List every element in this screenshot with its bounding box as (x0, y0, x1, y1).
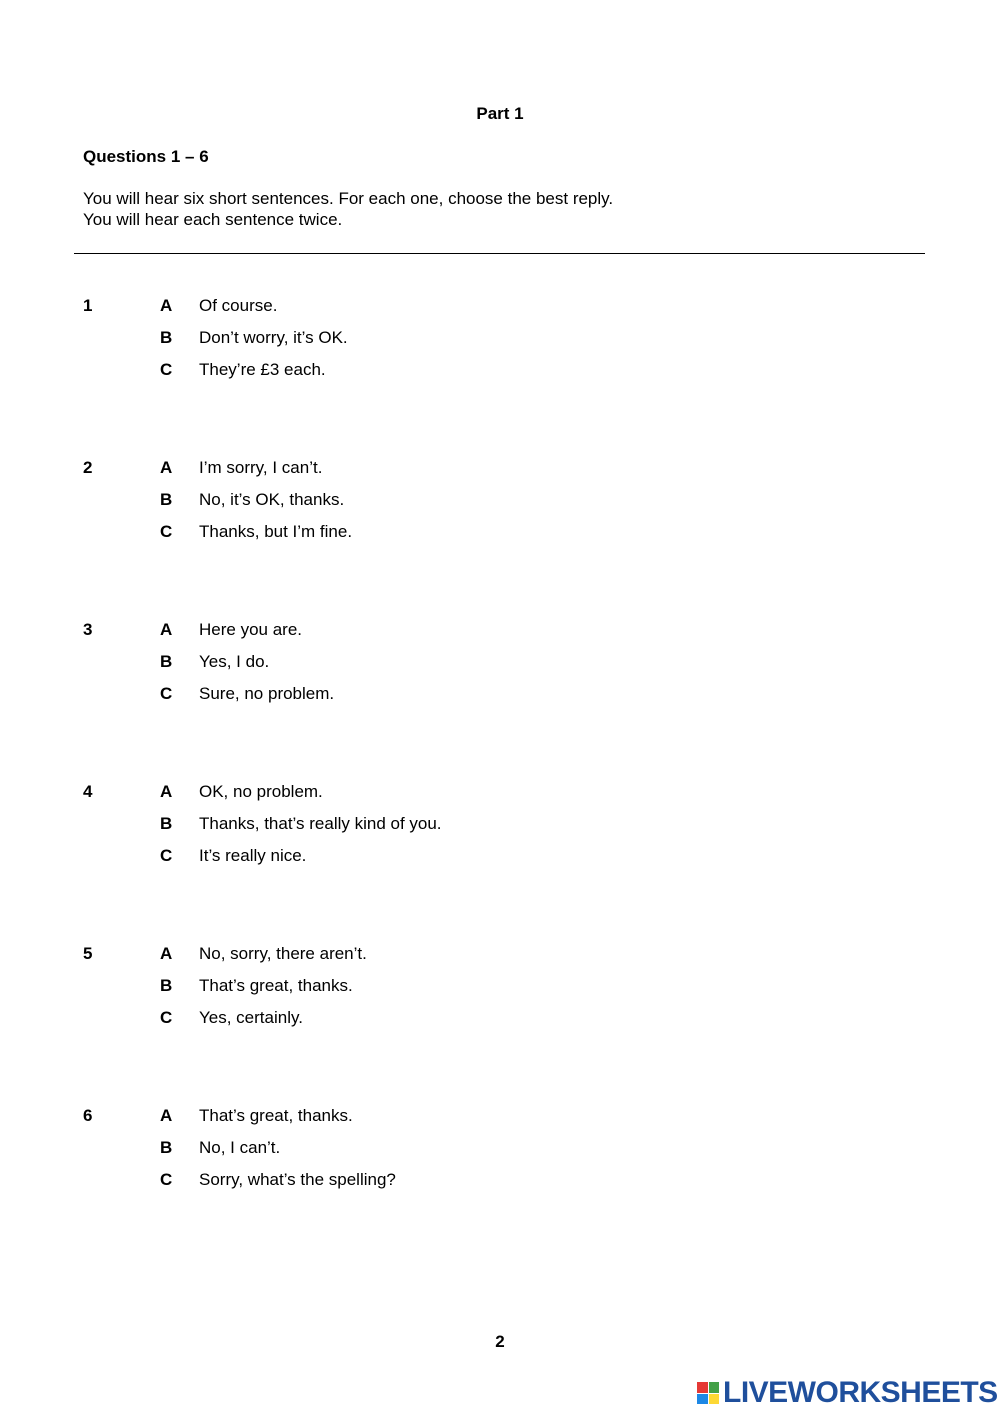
option-4a[interactable] (0, 782, 1000, 804)
option-letter: A (160, 620, 173, 639)
option-letter: C (160, 522, 173, 541)
option-text: Thanks, but I’m fine. (199, 522, 353, 541)
option-text: No, it’s OK, thanks. (199, 490, 345, 509)
logo-square-blue (697, 1394, 708, 1405)
option-text: No, I can’t. (199, 1138, 281, 1157)
instructions-line-2: You will hear each sentence twice. (83, 210, 343, 229)
option-5b[interactable] (0, 976, 1000, 998)
option-letter: A (160, 458, 173, 477)
option-6c[interactable] (0, 1170, 1000, 1192)
question-2 (0, 458, 1000, 558)
question-number: 5 (83, 944, 93, 963)
question-number: 3 (83, 620, 93, 639)
option-letter: C (160, 684, 173, 703)
option-text: Sorry, what’s the spelling? (199, 1170, 396, 1189)
liveworksheets-logo (697, 1377, 998, 1409)
option-text: Of course. (199, 296, 278, 315)
logo-square-green (709, 1382, 720, 1393)
option-letter: B (160, 976, 173, 995)
question-number: 6 (83, 1106, 93, 1125)
option-3b[interactable] (0, 652, 1000, 674)
option-1c[interactable] (0, 360, 1000, 382)
option-2a[interactable] (0, 458, 1000, 480)
option-text: That’s great, thanks. (199, 976, 353, 995)
option-2b[interactable] (0, 490, 1000, 512)
option-letter: B (160, 1138, 173, 1157)
option-letter: A (160, 944, 173, 963)
option-letter: C (160, 846, 173, 865)
option-text: That’s great, thanks. (199, 1106, 353, 1125)
option-letter: B (160, 814, 173, 833)
option-letter: B (160, 328, 173, 347)
question-6 (0, 1106, 1000, 1206)
question-3 (0, 620, 1000, 720)
option-text: They’re £3 each. (199, 360, 326, 379)
part-title: Part 1 (476, 104, 524, 123)
option-letter: A (160, 1106, 173, 1125)
option-text: Yes, I do. (199, 652, 270, 671)
logo-square-yellow (709, 1394, 720, 1405)
option-letter: B (160, 652, 173, 671)
questions-range-heading: Questions 1 – 6 (83, 147, 209, 166)
page-number: 2 (495, 1332, 505, 1351)
logo-square-red (697, 1382, 708, 1393)
option-3a[interactable] (0, 620, 1000, 642)
question-4 (0, 782, 1000, 882)
divider-line (74, 253, 925, 254)
liveworksheets-logo-icon (697, 1382, 719, 1404)
option-text: Don’t worry, it’s OK. (199, 328, 348, 347)
logo-text: LIVEWORKSHEETS (723, 1376, 998, 1409)
option-text: Here you are. (199, 620, 302, 639)
question-number: 1 (83, 296, 93, 315)
option-letter: A (160, 782, 173, 801)
option-2c[interactable] (0, 522, 1000, 544)
option-4b[interactable] (0, 814, 1000, 836)
question-number: 4 (83, 782, 93, 801)
option-text: Thanks, that’s really kind of you. (199, 814, 442, 833)
option-6b[interactable] (0, 1138, 1000, 1160)
option-4c[interactable] (0, 846, 1000, 868)
question-1 (0, 296, 1000, 396)
option-3c[interactable] (0, 684, 1000, 706)
instructions-line-1: You will hear six short sentences. For each one, choose the best reply. (83, 189, 614, 208)
option-1b[interactable] (0, 328, 1000, 350)
option-text: I’m sorry, I can’t. (199, 458, 323, 477)
question-5 (0, 944, 1000, 1044)
option-text: OK, no problem. (199, 782, 323, 801)
option-5a[interactable] (0, 944, 1000, 966)
option-text: It’s really nice. (199, 846, 307, 865)
option-letter: A (160, 296, 173, 315)
option-5c[interactable] (0, 1008, 1000, 1030)
question-number: 2 (83, 458, 93, 477)
option-letter: C (160, 1170, 173, 1189)
option-text: Yes, certainly. (199, 1008, 303, 1027)
option-letter: C (160, 1008, 173, 1027)
option-letter: B (160, 490, 173, 509)
option-letter: C (160, 360, 173, 379)
option-text: Sure, no problem. (199, 684, 335, 703)
option-text: No, sorry, there aren’t. (199, 944, 367, 963)
option-6a[interactable] (0, 1106, 1000, 1128)
option-1a[interactable] (0, 296, 1000, 318)
